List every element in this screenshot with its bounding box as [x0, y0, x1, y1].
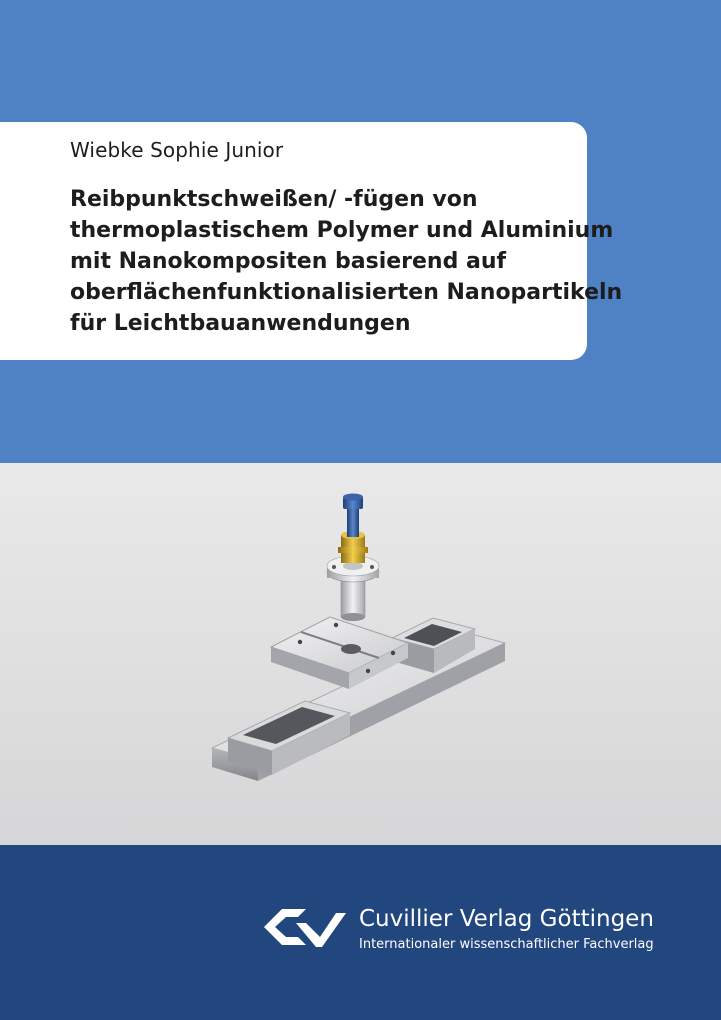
publisher-logo-icon [262, 905, 348, 955]
title-line: mit Nanokompositen basierend auf [70, 249, 507, 274]
title-line: Reibpunktschweißen/ -fügen von [70, 187, 478, 212]
welding-fixture-render [0, 463, 721, 845]
author-name: Wiebke Sophie Junior [70, 138, 284, 162]
cover-illustration [0, 463, 721, 845]
title-line: für Leichtbauanwendungen [70, 311, 411, 336]
book-title [70, 184, 623, 339]
publisher-name: Cuvillier Verlag Göttingen [359, 906, 654, 932]
title-line: thermoplastischem Polymer und Aluminium [70, 218, 614, 243]
title-line: oberflächenfunktionalisierten Nanopartikeln [70, 280, 623, 305]
bottom-blue-band [0, 845, 721, 1020]
publisher-tagline: Internationaler wissenschaftlicher Fachverlag [359, 937, 654, 952]
